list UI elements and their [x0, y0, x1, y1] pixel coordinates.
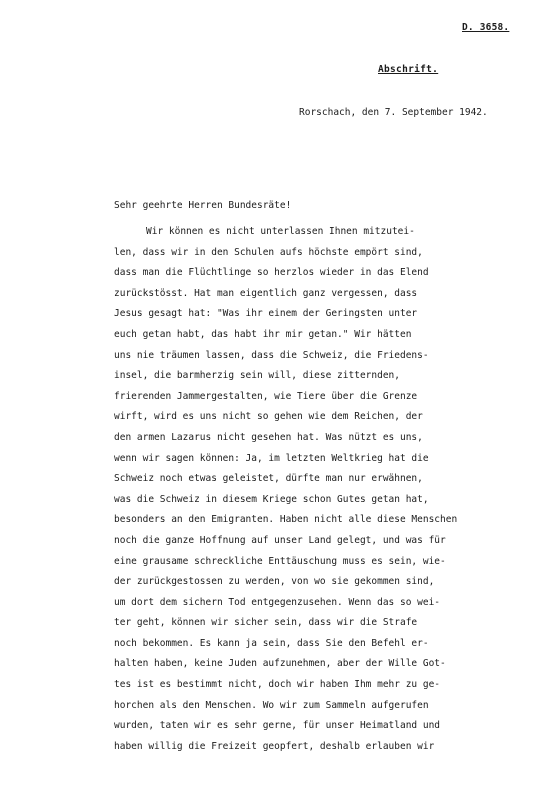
- body-line: wirft, wird es uns nicht so gehen wie dem Reichen, der: [114, 411, 423, 423]
- body-line: insel, die barmherzig sein will, diese zitternden,: [114, 370, 400, 382]
- place-and-date: Rorschach, den 7. September 1942.: [299, 107, 488, 118]
- body-line: um dort dem sichern Tod entgegenzusehen. Wenn das so wei-: [114, 596, 441, 608]
- body-line: tes ist es bestimmt nicht, doch wir haben Ihm mehr zu ge-: [114, 679, 441, 691]
- body-line: Jesus gesagt hat: "Was ihr einem der Geringsten unter: [114, 308, 418, 320]
- body-line: ter geht, können wir sicher sein, dass wir die Strafe: [114, 617, 418, 629]
- body-line: halten haben, keine Juden aufzunehmen, aber der Wille Got-: [114, 658, 446, 670]
- body-line: was die Schweiz in diesem Kriege schon Gutes getan hat,: [114, 493, 429, 505]
- body-line: wurden, taten wir es sehr gerne, für unser Heimatland und: [114, 720, 441, 732]
- body-line: noch die ganze Hoffnung auf unser Land gelegt, und was für: [114, 534, 446, 546]
- body-line: dass man die Flüchtlinge so herzlos wieder in das Elend: [114, 267, 429, 279]
- body-line: Schweiz noch etwas geleistet, dürfte man nur erwähnen,: [114, 473, 423, 485]
- body-line: der zurückgestossen zu werden, von wo sie gekommen sind,: [114, 576, 435, 588]
- body-line: Wir können es nicht unterlassen Ihnen mitzutei-: [146, 226, 415, 237]
- salutation: Sehr geehrte Herren Bundesräte!: [114, 200, 292, 211]
- letter-body: [114, 222, 514, 757]
- document-number: D. 3658.: [462, 22, 510, 33]
- body-line: noch bekommen. Es kann ja sein, dass Sie den Befehl er-: [114, 637, 429, 649]
- body-line: den armen Lazarus nicht gesehen hat. Was nützt es uns,: [114, 431, 423, 443]
- body-line: frierenden Jammergestalten, wie Tiere über die Grenze: [114, 390, 418, 402]
- body-line: horchen als den Menschen. Wo wir zum Sammeln aufgerufen: [114, 699, 429, 711]
- body-line: uns nie träumen lassen, dass die Schweiz, die Friedens-: [114, 349, 429, 361]
- body-line: wenn wir sagen können: Ja, im letzten Weltkrieg hat die: [114, 452, 429, 464]
- body-line: besonders an den Emigranten. Haben nicht alle diese Menschen: [114, 514, 458, 526]
- document-heading: Abschrift.: [378, 64, 439, 75]
- body-line: zurückstösst. Hat man eigentlich ganz vergessen, dass: [114, 287, 418, 299]
- body-line: haben willig die Freizeit geopfert, deshalb erlauben wir: [114, 740, 435, 752]
- body-line: euch getan habt, das habt ihr mir getan." Wir hätten: [114, 328, 412, 340]
- body-line: eine grausame schreckliche Enttäuschung muss es sein, wie-: [114, 555, 446, 567]
- body-line: len, dass wir in den Schulen aufs höchste empört sind,: [114, 246, 423, 258]
